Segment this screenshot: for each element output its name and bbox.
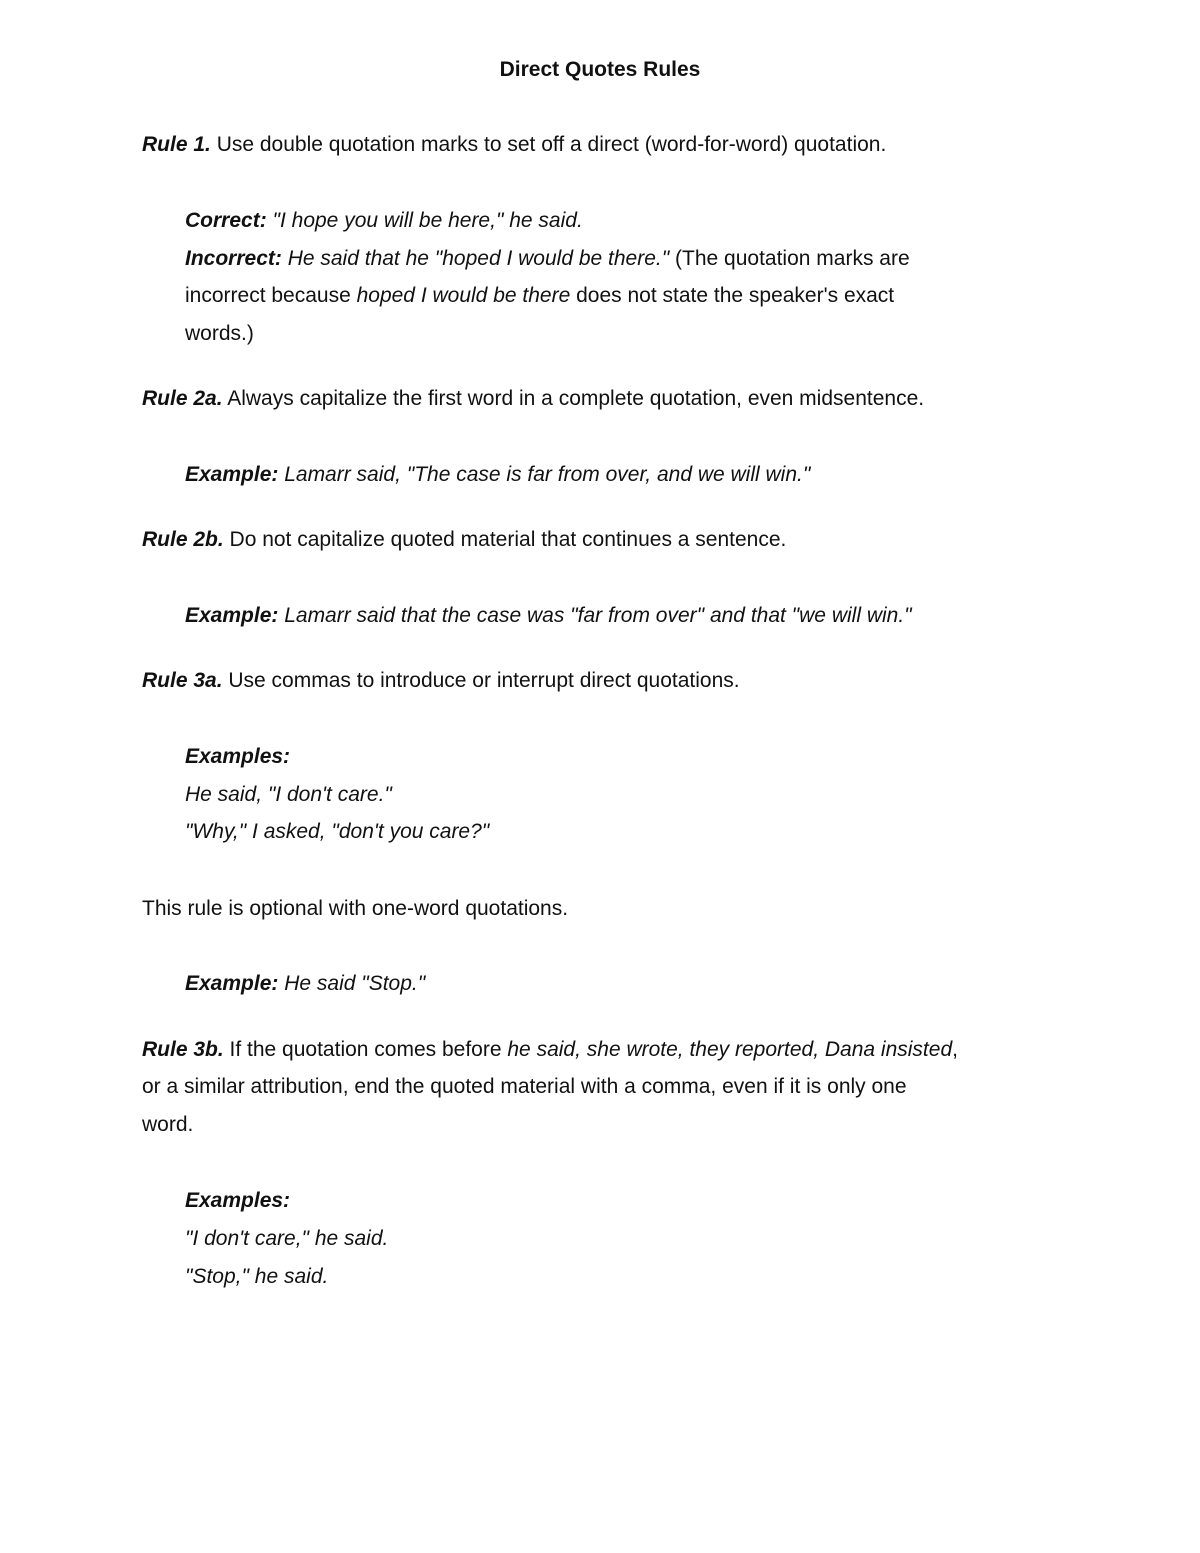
rule-2a-line [142,385,924,413]
incorrect-note-part-c: does not state the speaker's exact [570,284,895,307]
rule-2a-example-text: Lamarr said, "The case is far from over, and we will win." [278,463,811,486]
rule-3b-examples-label: Examples: [185,1189,291,1212]
rule-3a-example-label: Example: [185,972,279,995]
rule-3b-example-1-line [185,1225,388,1253]
rule-3a-line [142,667,740,695]
rule-3a-optional-note: This rule is optional with one-word quotations. [142,897,569,920]
rule-3a-label: Rule 3a. [142,669,223,692]
rule-3b-example-2-line [185,1263,328,1291]
rule-2b-example-label: Example: [185,604,279,627]
incorrect-label: Incorrect: [185,247,282,270]
rule-3b-label: Rule 3b. [142,1038,224,1061]
rule-3a-text: Use commas to introduce or interrupt direct quotations. [222,669,740,692]
correct-label: Correct: [185,209,267,232]
rule-3b-text-line-2: or a similar attribution, end the quoted material with a comma, even if it is only one [142,1075,907,1098]
rule-3b-text-b: , [952,1038,958,1061]
rule-2b-example-line [185,602,912,630]
rule-3a-optional-note-line [142,895,568,923]
rule-2a-text: Always capitalize the first word in a complete quotation, even midsentence. [222,387,925,410]
rule-1-label: Rule 1. [142,133,211,156]
incorrect-note-italic: hoped I would be there [356,284,571,307]
incorrect-example: He said that he "hoped I would be there." [281,247,670,270]
rule-1-incorrect-note-line [185,282,894,310]
rule-1-line [142,131,886,159]
rule-2b-line [142,526,786,554]
rule-1-text: Use double quotation marks to set off a direct (word-for-word) quotation. [210,133,887,156]
rule-3b-line-2 [142,1073,907,1101]
rule-3b-line-3 [142,1111,193,1139]
rule-3a-example-line [185,970,425,998]
rule-3a-example-text: He said "Stop." [278,972,426,995]
rule-3b-examples-line [185,1187,290,1215]
rule-2a-example-line [185,461,810,489]
rule-2a-label: Rule 2a. [142,387,223,410]
rule-2a-example-label: Example: [185,463,279,486]
rule-1-incorrect-note-end [185,320,254,348]
rule-3a-examples-line [185,743,290,771]
rule-3a-example-1-line [185,781,392,809]
rule-2b-label: Rule 2b. [142,528,224,551]
correct-example: "I hope you will be here," he said. [266,209,583,232]
rule-3a-example-2: "Why," I asked, "don't you care?" [185,820,490,843]
rule-2b-text: Do not capitalize quoted material that continues a sentence. [223,528,787,551]
rule-3b-line [142,1036,958,1064]
page-title: Direct Quotes Rules [499,58,701,81]
rule-3a-example-1: He said, "I don't care." [185,783,392,806]
rule-1-incorrect-line [185,245,910,273]
rule-3b-example-2: "Stop," he said. [185,1265,329,1288]
rule-2b-example-text: Lamarr said that the case was "far from over" and that "we will win." [278,604,912,627]
incorrect-note-part-d: words.) [185,322,254,345]
rule-3b-text-italic: he said, she wrote, they reported, Dana insisted [507,1038,953,1061]
incorrect-note-part-a: (The quotation marks are [669,247,910,270]
rule-3b-text-a: If the quotation comes before [223,1038,508,1061]
rule-3a-examples-label: Examples: [185,745,291,768]
rule-3b-example-1: "I don't care," he said. [185,1227,389,1250]
incorrect-note-part-b: incorrect because [185,284,357,307]
rule-1-correct-line [185,207,583,235]
rule-3a-example-2-line [185,818,489,846]
rule-3b-text-line-3: word. [142,1113,194,1136]
